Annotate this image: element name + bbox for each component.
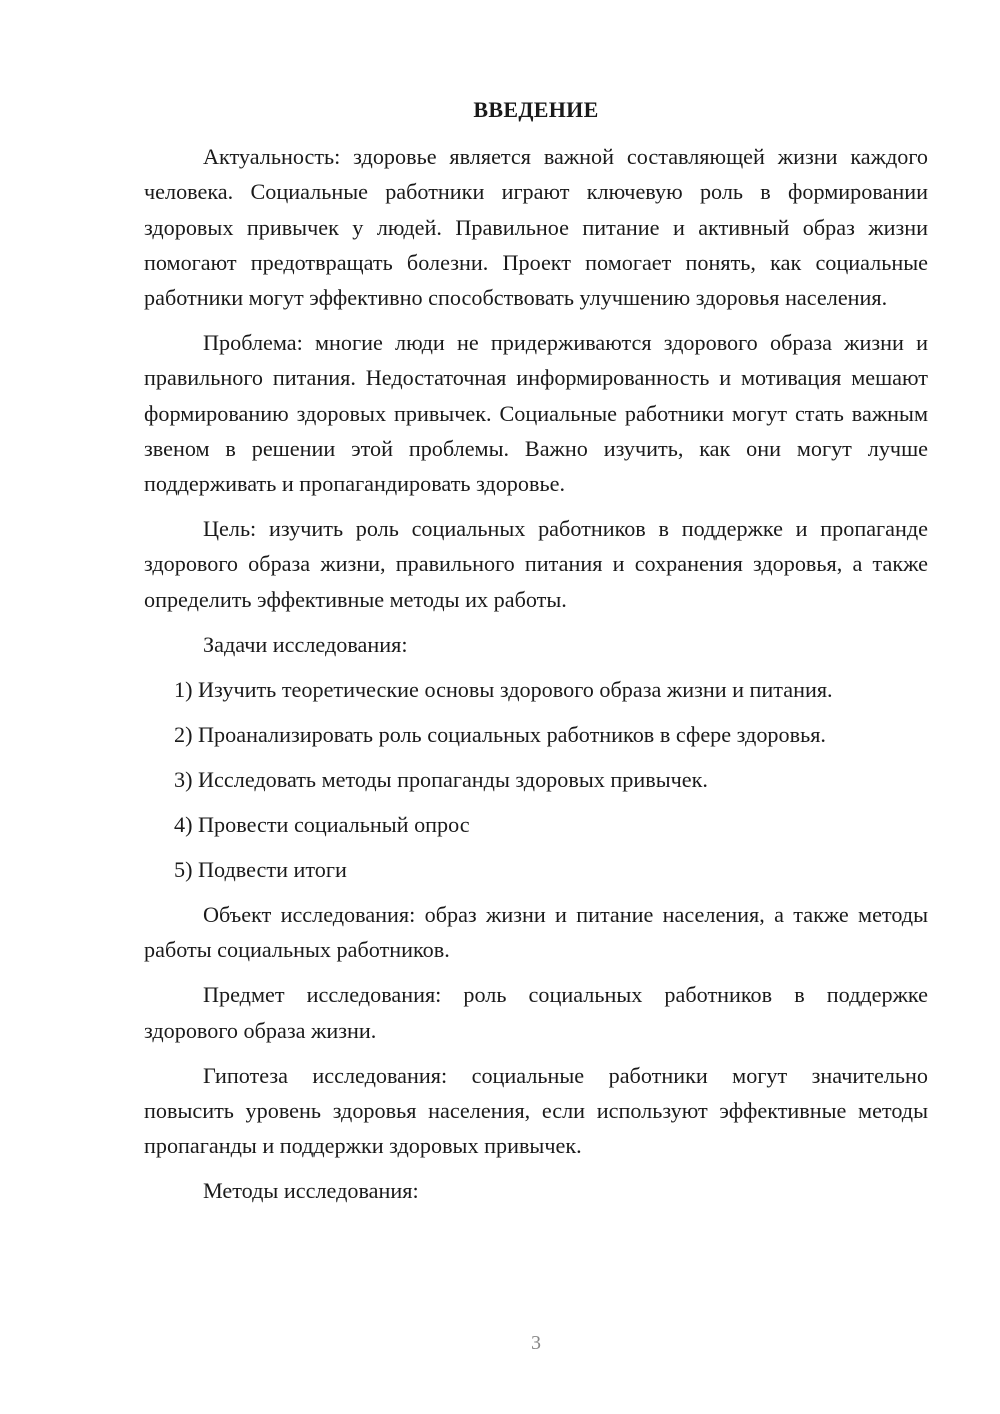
list-item: 4) Провести социальный опрос	[174, 812, 470, 838]
problem-paragraph: Проблема: многие люди не придерживаются здорового образа жизни и правильного питания. Недостаточная информированность и мотивация мешают формированию здоровых привычек. Социальные работники могут стать важным звеном в решении этой проблемы. Важно изучить, как они могут лучше поддерживать и пропагандировать здоровье.	[144, 330, 928, 497]
page-number: 3	[531, 1332, 541, 1354]
tasks-heading: Задачи исследования:	[203, 631, 408, 657]
list-item: 1) Изучить теоретические основы здорового образа жизни и питания.	[174, 677, 833, 703]
list-item: 2) Проанализировать роль социальных работников в сфере здоровья.	[174, 722, 826, 748]
page-content	[144, 92, 928, 1219]
hypothesis-paragraph: Гипотеза исследования: социальные работники могут значительно повысить уровень здоровья населения, если используют эффективные методы пропаганды и поддержки здоровых привычек.	[144, 1062, 928, 1159]
list-item: 3) Исследовать методы пропаганды здоровых привычек.	[174, 767, 708, 793]
section-title: ВВЕДЕНИЕ	[473, 97, 599, 122]
methods-heading: Методы исследования:	[203, 1178, 419, 1204]
relevance-paragraph: Актуальность: здоровье является важной составляющей жизни каждого человека. Социальные работники играют ключевую роль в формировании здоровых привычек у людей. Правильное питание и активный образ жизни помогают предотвращать болезни. Проект помогает понять, как социальные работники могут эффективно способствовать улучшению здоровья населения.	[144, 144, 928, 311]
tasks-list	[144, 672, 928, 887]
list-item: 5) Подвести итоги	[174, 857, 347, 883]
subject-paragraph: Предмет исследования: роль социальных работников в поддержке здорового образа жизни.	[144, 982, 928, 1043]
object-paragraph: Объект исследования: образ жизни и питание населения, а также методы работы социальных работников.	[144, 902, 928, 963]
goal-paragraph: Цель: изучить роль социальных работников в поддержке и пропаганде здорового образа жизни, правильного питания и сохранения здоровья, а также определить эффективные методы их работы.	[144, 516, 928, 612]
